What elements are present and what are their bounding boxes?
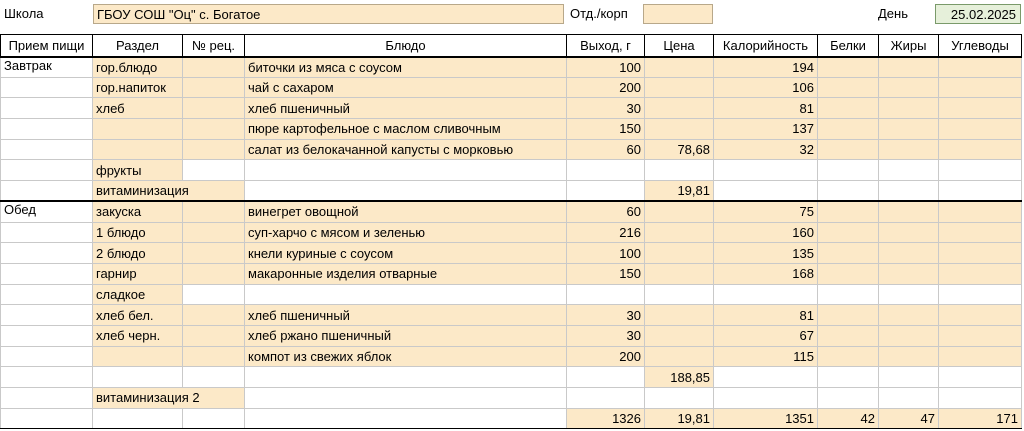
- proteins-cell[interactable]: [818, 305, 879, 326]
- dish-cell[interactable]: пюре картофельное с маслом сливочным: [245, 119, 567, 140]
- recipe-cell[interactable]: [183, 119, 245, 140]
- output-cell[interactable]: 30: [567, 98, 645, 119]
- calories-cell[interactable]: 168: [714, 263, 818, 284]
- carbs-cell[interactable]: [939, 77, 1022, 98]
- calories-cell[interactable]: 194: [714, 57, 818, 78]
- output-cell[interactable]: 150: [567, 263, 645, 284]
- output-cell[interactable]: [567, 367, 645, 388]
- menu-body: [1, 57, 1022, 429]
- recipe-cell[interactable]: [183, 98, 245, 119]
- fats-cell[interactable]: [879, 263, 939, 284]
- meal-cell[interactable]: [1, 305, 93, 326]
- fats-cell[interactable]: [879, 305, 939, 326]
- table-row: [1, 139, 1022, 160]
- header-row: [1, 35, 1022, 57]
- col-calories[interactable]: Калорийность: [714, 35, 818, 57]
- price-cell[interactable]: [645, 160, 714, 181]
- calories-cell[interactable]: 106: [714, 77, 818, 98]
- calories-cell[interactable]: 160: [714, 222, 818, 243]
- table-row: [1, 98, 1022, 119]
- table-row: [1, 160, 1022, 181]
- dish-cell[interactable]: биточки из мяса с соусом: [245, 57, 567, 78]
- meal-cell[interactable]: [1, 139, 93, 160]
- table-row: [1, 119, 1022, 140]
- meal-cell[interactable]: Обед: [1, 201, 93, 222]
- meal-cell[interactable]: [1, 284, 93, 305]
- output-cell[interactable]: 30: [567, 325, 645, 346]
- meal-cell[interactable]: [1, 388, 93, 409]
- fats-cell[interactable]: [879, 284, 939, 305]
- section-cell[interactable]: фрукты: [93, 160, 183, 181]
- meal-cell[interactable]: [1, 181, 93, 202]
- meal-cell[interactable]: [1, 325, 93, 346]
- table-row: [1, 346, 1022, 367]
- output-cell[interactable]: 100: [567, 57, 645, 78]
- carbs-cell[interactable]: [939, 388, 1022, 409]
- proteins-cell[interactable]: [818, 57, 879, 78]
- price-cell[interactable]: [645, 119, 714, 140]
- section-cell[interactable]: хлеб бел.: [93, 305, 183, 326]
- recipe-cell[interactable]: [183, 305, 245, 326]
- meal-cell[interactable]: [1, 222, 93, 243]
- recipe-cell[interactable]: [183, 160, 245, 181]
- section-cell[interactable]: [93, 119, 183, 140]
- recipe-cell[interactable]: [183, 284, 245, 305]
- menu-table: [0, 34, 1022, 429]
- proteins-cell[interactable]: [818, 367, 879, 388]
- col-fats[interactable]: Жиры: [879, 35, 939, 57]
- col-section[interactable]: Раздел: [93, 35, 183, 57]
- section-cell[interactable]: 2 блюдо: [93, 243, 183, 264]
- dish-cell[interactable]: [245, 367, 567, 388]
- recipe-cell[interactable]: [183, 325, 245, 346]
- price-cell[interactable]: [645, 98, 714, 119]
- table-row: [1, 57, 1022, 78]
- proteins-cell[interactable]: 42: [818, 408, 879, 429]
- proteins-cell[interactable]: [818, 160, 879, 181]
- output-cell[interactable]: 150: [567, 119, 645, 140]
- calories-cell[interactable]: [714, 181, 818, 202]
- recipe-cell[interactable]: [183, 222, 245, 243]
- price-cell[interactable]: [645, 305, 714, 326]
- col-carbs[interactable]: Углеводы: [939, 35, 1022, 57]
- price-cell[interactable]: [645, 346, 714, 367]
- table-row: [1, 263, 1022, 284]
- carbs-cell[interactable]: [939, 325, 1022, 346]
- dish-cell[interactable]: хлеб пшеничный: [245, 98, 567, 119]
- price-cell[interactable]: 188,85: [645, 367, 714, 388]
- carbs-cell[interactable]: [939, 160, 1022, 181]
- table-row: [1, 325, 1022, 346]
- price-cell[interactable]: [645, 263, 714, 284]
- output-cell[interactable]: [567, 284, 645, 305]
- meal-cell[interactable]: [1, 243, 93, 264]
- carbs-cell[interactable]: [939, 139, 1022, 160]
- proteins-cell[interactable]: [818, 181, 879, 202]
- fats-cell[interactable]: [879, 388, 939, 409]
- recipe-cell[interactable]: [183, 77, 245, 98]
- carbs-cell[interactable]: 171: [939, 408, 1022, 429]
- section-cell[interactable]: гор.блюдо: [93, 57, 183, 78]
- col-proteins[interactable]: Белки: [818, 35, 879, 57]
- output-cell[interactable]: 30: [567, 305, 645, 326]
- col-price[interactable]: Цена: [645, 35, 714, 57]
- school-value-cell[interactable]: ГБОУ СОШ "Оц" с. Богатое: [93, 4, 564, 24]
- calories-cell[interactable]: [714, 284, 818, 305]
- carbs-cell[interactable]: [939, 201, 1022, 222]
- recipe-cell[interactable]: [183, 139, 245, 160]
- proteins-cell[interactable]: [818, 243, 879, 264]
- recipe-cell[interactable]: [183, 367, 245, 388]
- col-dish[interactable]: Блюдо: [245, 35, 567, 57]
- fats-cell[interactable]: [879, 201, 939, 222]
- section-cell[interactable]: витаминизация 2: [93, 388, 245, 409]
- calories-cell[interactable]: 1351: [714, 408, 818, 429]
- dish-cell[interactable]: суп-харчо с мясом и зеленью: [245, 222, 567, 243]
- dish-cell[interactable]: чай с сахаром: [245, 77, 567, 98]
- calories-cell[interactable]: 137: [714, 119, 818, 140]
- dish-cell[interactable]: винегрет овощной: [245, 201, 567, 222]
- dept-label: Отд./корп: [570, 6, 628, 21]
- col-recipe[interactable]: № рец.: [183, 35, 245, 57]
- col-output[interactable]: Выход, г: [567, 35, 645, 57]
- dish-cell[interactable]: [245, 181, 567, 202]
- meal-cell[interactable]: [1, 408, 93, 429]
- section-cell[interactable]: закуска: [93, 201, 183, 222]
- table-row: [1, 201, 1022, 222]
- day-value-cell[interactable]: 25.02.2025: [935, 4, 1021, 24]
- output-cell[interactable]: 200: [567, 77, 645, 98]
- dish-cell[interactable]: макаронные изделия отварные: [245, 263, 567, 284]
- output-cell[interactable]: 1326: [567, 408, 645, 429]
- fats-cell[interactable]: [879, 243, 939, 264]
- output-cell[interactable]: [567, 160, 645, 181]
- dish-cell[interactable]: хлеб пшеничный: [245, 305, 567, 326]
- output-cell[interactable]: 200: [567, 346, 645, 367]
- price-cell[interactable]: [645, 222, 714, 243]
- section-cell[interactable]: гарнир: [93, 263, 183, 284]
- recipe-cell[interactable]: [183, 263, 245, 284]
- dish-cell[interactable]: [245, 408, 567, 429]
- fats-cell[interactable]: [879, 98, 939, 119]
- fats-cell[interactable]: [879, 181, 939, 202]
- calories-cell[interactable]: 81: [714, 98, 818, 119]
- calories-cell[interactable]: [714, 388, 818, 409]
- recipe-cell[interactable]: [183, 408, 245, 429]
- fats-cell[interactable]: [879, 57, 939, 78]
- price-cell[interactable]: 19,81: [645, 408, 714, 429]
- recipe-cell[interactable]: [183, 346, 245, 367]
- price-cell[interactable]: [645, 57, 714, 78]
- proteins-cell[interactable]: [818, 284, 879, 305]
- recipe-cell[interactable]: [183, 243, 245, 264]
- calories-cell[interactable]: 75: [714, 201, 818, 222]
- dish-cell[interactable]: кнели куриные с соусом: [245, 243, 567, 264]
- dish-cell[interactable]: [245, 284, 567, 305]
- proteins-cell[interactable]: [818, 77, 879, 98]
- meal-cell[interactable]: Завтрак: [1, 57, 93, 78]
- proteins-cell[interactable]: [818, 201, 879, 222]
- price-cell[interactable]: [645, 77, 714, 98]
- output-cell[interactable]: 60: [567, 201, 645, 222]
- output-cell[interactable]: 216: [567, 222, 645, 243]
- proteins-cell[interactable]: [818, 222, 879, 243]
- proteins-cell[interactable]: [818, 388, 879, 409]
- carbs-cell[interactable]: [939, 181, 1022, 202]
- carbs-cell[interactable]: [939, 57, 1022, 78]
- proteins-cell[interactable]: [818, 139, 879, 160]
- calories-cell[interactable]: 81: [714, 305, 818, 326]
- section-cell[interactable]: витаминизация: [93, 181, 245, 202]
- section-cell[interactable]: [93, 367, 183, 388]
- dish-cell[interactable]: [245, 388, 567, 409]
- fats-cell[interactable]: [879, 77, 939, 98]
- col-meal[interactable]: Прием пищи: [1, 35, 93, 57]
- meal-cell[interactable]: [1, 160, 93, 181]
- carbs-cell[interactable]: [939, 263, 1022, 284]
- carbs-cell[interactable]: [939, 243, 1022, 264]
- table-row: [1, 181, 1022, 202]
- proteins-cell[interactable]: [818, 119, 879, 140]
- table-row: [1, 408, 1022, 429]
- day-label: День: [878, 6, 908, 21]
- fats-cell[interactable]: [879, 367, 939, 388]
- meal-cell[interactable]: [1, 98, 93, 119]
- meal-cell[interactable]: [1, 119, 93, 140]
- section-cell[interactable]: хлеб: [93, 98, 183, 119]
- meal-cell[interactable]: [1, 346, 93, 367]
- section-cell[interactable]: [93, 139, 183, 160]
- calories-cell[interactable]: [714, 160, 818, 181]
- fats-cell[interactable]: [879, 139, 939, 160]
- table-row: [1, 305, 1022, 326]
- dish-cell[interactable]: компот из свежих яблок: [245, 346, 567, 367]
- table-row: [1, 367, 1022, 388]
- calories-cell[interactable]: 115: [714, 346, 818, 367]
- dish-cell[interactable]: хлеб ржано пшеничный: [245, 325, 567, 346]
- output-cell[interactable]: [567, 388, 645, 409]
- dish-cell[interactable]: [245, 160, 567, 181]
- carbs-cell[interactable]: [939, 367, 1022, 388]
- section-cell[interactable]: [93, 346, 183, 367]
- dept-value-cell[interactable]: [643, 4, 713, 24]
- output-cell[interactable]: 100: [567, 243, 645, 264]
- table-row: [1, 284, 1022, 305]
- recipe-cell[interactable]: [183, 201, 245, 222]
- price-cell[interactable]: [645, 243, 714, 264]
- fats-cell[interactable]: 47: [879, 408, 939, 429]
- carbs-cell[interactable]: [939, 98, 1022, 119]
- output-cell[interactable]: 60: [567, 139, 645, 160]
- meal-cell[interactable]: [1, 367, 93, 388]
- section-cell[interactable]: 1 блюдо: [93, 222, 183, 243]
- fats-cell[interactable]: [879, 160, 939, 181]
- table-row: [1, 77, 1022, 98]
- section-cell[interactable]: сладкое: [93, 284, 183, 305]
- carbs-cell[interactable]: [939, 305, 1022, 326]
- price-cell[interactable]: [645, 284, 714, 305]
- recipe-cell[interactable]: [183, 57, 245, 78]
- section-cell[interactable]: гор.напиток: [93, 77, 183, 98]
- section-cell[interactable]: хлеб черн.: [93, 325, 183, 346]
- carbs-cell[interactable]: [939, 346, 1022, 367]
- calories-cell[interactable]: [714, 367, 818, 388]
- fats-cell[interactable]: [879, 325, 939, 346]
- dish-cell[interactable]: салат из белокачанной капусты с морковью: [245, 139, 567, 160]
- meal-cell[interactable]: [1, 77, 93, 98]
- carbs-cell[interactable]: [939, 119, 1022, 140]
- table-row: [1, 243, 1022, 264]
- price-cell[interactable]: [645, 201, 714, 222]
- price-cell[interactable]: [645, 325, 714, 346]
- fats-cell[interactable]: [879, 119, 939, 140]
- table-row: [1, 222, 1022, 243]
- calories-cell[interactable]: 135: [714, 243, 818, 264]
- calories-cell[interactable]: 67: [714, 325, 818, 346]
- table-row: [1, 388, 1022, 409]
- proteins-cell[interactable]: [818, 98, 879, 119]
- calories-cell[interactable]: 32: [714, 139, 818, 160]
- price-cell[interactable]: 78,68: [645, 139, 714, 160]
- price-cell[interactable]: 19,81: [645, 181, 714, 202]
- proteins-cell[interactable]: [818, 263, 879, 284]
- carbs-cell[interactable]: [939, 284, 1022, 305]
- proteins-cell[interactable]: [818, 325, 879, 346]
- proteins-cell[interactable]: [818, 346, 879, 367]
- school-label: Школа: [4, 6, 44, 21]
- meal-cell[interactable]: [1, 263, 93, 284]
- output-cell[interactable]: [567, 181, 645, 202]
- price-cell[interactable]: [645, 388, 714, 409]
- section-cell[interactable]: [93, 408, 183, 429]
- fats-cell[interactable]: [879, 346, 939, 367]
- carbs-cell[interactable]: [939, 222, 1022, 243]
- fats-cell[interactable]: [879, 222, 939, 243]
